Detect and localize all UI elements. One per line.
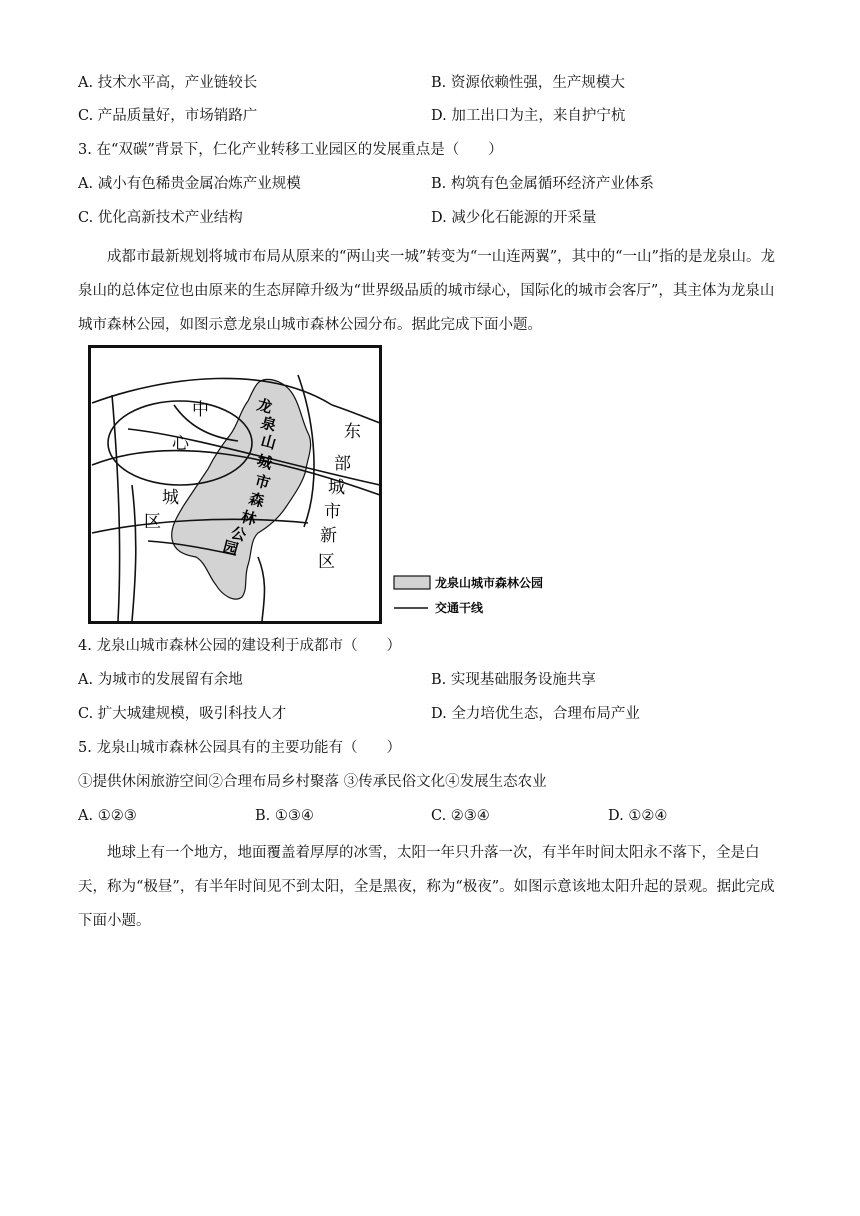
q5-option-a: A. ①②③: [78, 808, 137, 824]
svg-text:山: 山: [258, 431, 279, 453]
svg-text:市: 市: [324, 502, 341, 522]
map-legend: [394, 575, 543, 615]
svg-text:区: 区: [318, 552, 335, 572]
q5-stem: 5. 龙泉山城市森林公园具有的主要功能有（ ）: [78, 740, 401, 756]
q4-option-d: D. 全力培优生态，合理布局产业: [431, 706, 640, 722]
q3-option-d: D. 减少化石能源的开采量: [431, 210, 597, 226]
q4-stem: 4. 龙泉山城市森林公园的建设利于成都市（ ）: [78, 638, 401, 654]
svg-text:区: 区: [144, 512, 161, 532]
svg-text:部: 部: [334, 454, 351, 474]
passage-longquan: 成都市最新规划将城市布局从原来的“两山夹一城”转变为“一山连两翼”，其中的“一山”指的是龙泉山。龙泉山的总体定位也由原来的生态屏障升级为“世界级品质的城市绿心，国际化的城市会客厅”，其主体为龙泉山城市森林公园，如图示意龙泉山城市森林公园分布。据此完成下面小题。: [78, 249, 775, 333]
q3-stem: 3. 在“双碳”背景下，仁化产业转移工业园区的发展重点是（ ）: [78, 142, 503, 158]
q3-option-c: C. 优化高新技术产业结构: [78, 210, 243, 226]
svg-text:新: 新: [320, 526, 337, 546]
longquan-park-map: [88, 345, 584, 627]
legend-road-label: 交通干线: [435, 601, 484, 615]
q2-option-c: C. 产品质量好，市场销路广: [78, 108, 258, 124]
svg-text:城: 城: [254, 451, 275, 473]
q4-option-c: C. 扩大城建规模，吸引科技人才: [78, 706, 287, 722]
svg-text:东: 东: [344, 422, 361, 442]
q5-items: ①提供休闲旅游空间②合理布局乡村聚落 ③传承民俗文化④发展生态农业: [78, 774, 547, 790]
q2-option-b: B. 资源依赖性强，生产规模大: [431, 75, 625, 91]
svg-text:城: 城: [328, 478, 345, 498]
q4-option-b: B. 实现基础服务设施共享: [431, 672, 596, 688]
svg-text:中: 中: [192, 400, 209, 420]
q5-option-b: B. ①③④: [255, 808, 314, 824]
q2-option-d: D. 加工出口为主，来自护宁杭: [431, 108, 626, 124]
svg-text:市: 市: [252, 471, 273, 493]
q3-option-a: A. 减小有色稀贵金属冶炼产业规模: [78, 176, 301, 192]
svg-text:园: 园: [220, 537, 241, 559]
svg-text:龙: 龙: [254, 395, 275, 417]
svg-text:城: 城: [162, 488, 179, 508]
svg-text:泉: 泉: [258, 413, 279, 435]
q5-option-c: C. ②③④: [431, 808, 490, 824]
svg-text:公: 公: [228, 523, 249, 545]
legend-park-label: 龙泉山城市森林公园: [435, 576, 544, 590]
svg-text:林: 林: [238, 507, 259, 529]
svg-text:心: 心: [172, 434, 189, 454]
q4-option-a: A. 为城市的发展留有余地: [78, 672, 243, 688]
svg-text:森: 森: [246, 489, 267, 511]
q5-option-d: D. ①②④: [608, 808, 668, 824]
q2-option-a: A. 技术水平高，产业链较长: [78, 75, 258, 91]
legend-park-swatch: [394, 576, 430, 589]
passage-polar: 地球上有一个地方，地面覆盖着厚厚的冰雪，太阳一年只升落一次，有半年时间太阳永不落下，全是白天，称为“极昼”，有半年时间见不到太阳，全是黑夜，称为“极夜”。如图示意该地太阳升起的景观。据此完成下面小题。: [78, 845, 775, 929]
q3-option-b: B. 构筑有色金属循环经济产业体系: [431, 176, 654, 192]
